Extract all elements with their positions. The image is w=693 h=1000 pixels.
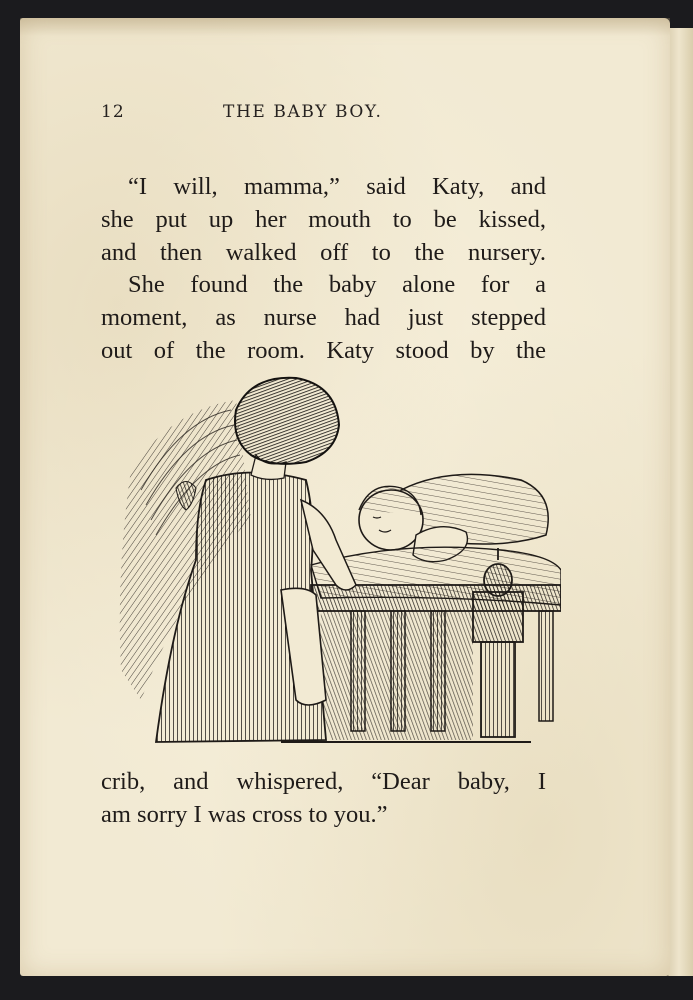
page-number: 12 [101, 102, 125, 122]
text-line: “I will, mamma,” said Katy, and [128, 173, 546, 200]
crib-base [320, 611, 473, 740]
text-line: crib, and whispered, “Dear baby, I [101, 768, 546, 795]
text-line: am sorry I was cross to you.” [101, 801, 388, 828]
paragraph-3 [101, 765, 546, 831]
text-line: and then walked off to the nursery. [101, 239, 546, 266]
running-title: THE BABY BOY. [223, 102, 383, 122]
text-line: moment, as nurse had just stepped [101, 304, 546, 331]
next-page-edge [668, 28, 693, 976]
text-line: She found the baby alone for a [128, 271, 546, 298]
girl-head [235, 378, 339, 464]
page-shadow [20, 18, 670, 36]
engraving-illustration [101, 370, 561, 760]
text-line: she put up her mouth to be kissed, [101, 206, 546, 233]
paragraph-2 [101, 268, 546, 367]
text-line: out of the room. Katy stood by the [101, 337, 546, 364]
paragraph-1 [101, 170, 546, 269]
